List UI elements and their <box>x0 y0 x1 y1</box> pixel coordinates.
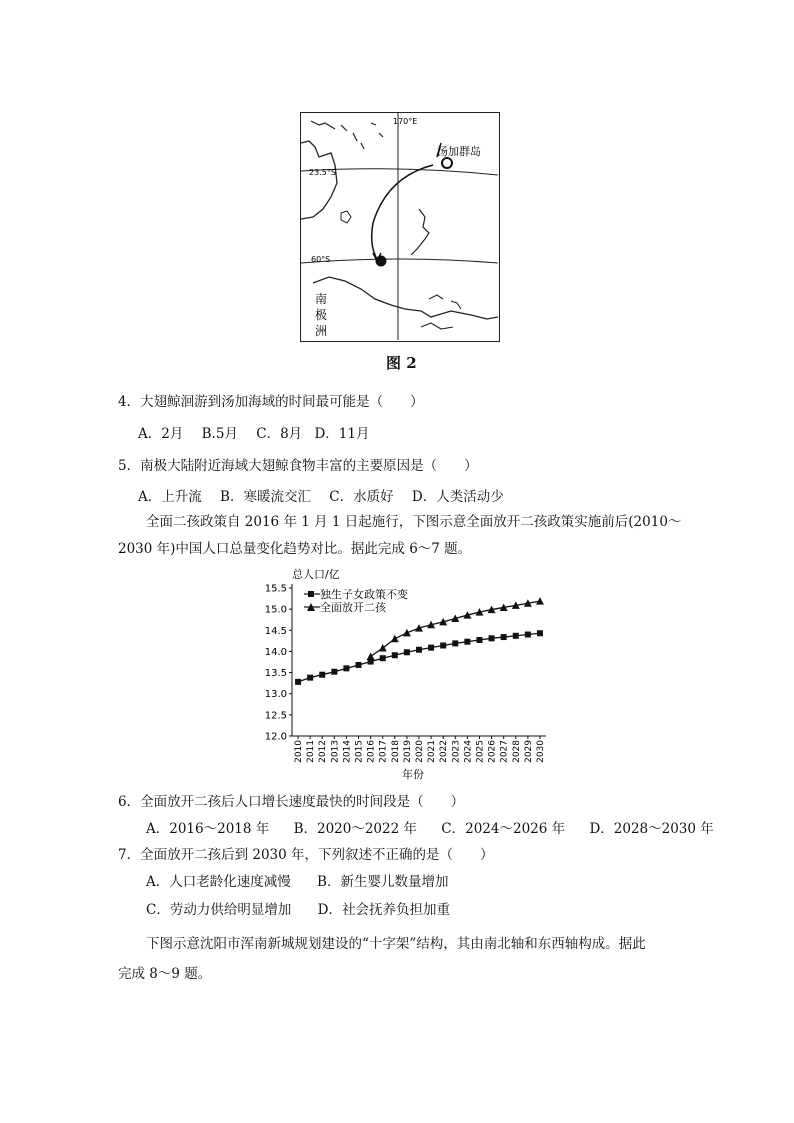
y-tick-label: 13.5 <box>264 668 287 680</box>
q7-options-row2 <box>146 900 450 920</box>
q7-stem: 7．全面放开二孩后到 2030 年，下列叙述不正确的是（ ） <box>118 847 494 863</box>
x-tick-label: 2011 <box>306 740 317 763</box>
legend-marker-square <box>308 591 314 597</box>
q5-option-d: D．人类活动少 <box>411 489 504 505</box>
q4-options <box>138 424 369 444</box>
population-chart <box>262 566 552 784</box>
chart-legend <box>304 587 408 614</box>
x-tick-label: 2021 <box>427 740 438 763</box>
x-tick-label: 2028 <box>511 740 522 763</box>
q4-stem: 4．大翅鲸洄游到汤加海域的时间最可能是（ ） <box>118 394 424 410</box>
q4-option-c: C．8月 <box>256 426 303 442</box>
series-1-point <box>428 645 434 651</box>
antarctica-char-1: 南 <box>315 292 328 306</box>
series-1-point <box>356 662 362 668</box>
series-1-point <box>307 675 313 681</box>
q6-option-c: C．2024～2026 年 <box>441 821 566 837</box>
x-tick-label: 2014 <box>342 740 353 763</box>
y-tick-label: 14.0 <box>264 646 287 658</box>
series-1-point <box>380 655 386 661</box>
q5-options <box>138 487 504 507</box>
x-tick-label: 2020 <box>415 740 425 763</box>
series-1-point <box>537 630 543 636</box>
q4-option-d: D．11月 <box>314 426 370 442</box>
series-2-point <box>403 629 411 637</box>
x-tick-label: 2029 <box>523 740 534 763</box>
q5-option-c: C．水质好 <box>329 489 394 505</box>
figure2-caption: 图 2 <box>386 354 417 372</box>
q7-option-c: C．劳动力供给明显增加 <box>146 902 292 918</box>
y-tick-label: 15.5 <box>264 583 287 595</box>
x-tick-label: 2012 <box>318 740 329 763</box>
series-1-point <box>513 633 519 639</box>
x-tick-label: 2024 <box>463 740 474 763</box>
q7-option-d: D．社会抚养负担加重 <box>317 902 450 918</box>
series-1-point <box>489 635 495 641</box>
antarctic-dot <box>376 256 386 266</box>
q5-stem: 5．南极大陆附近海域大翅鲸食物丰富的主要原因是（ ） <box>118 458 478 474</box>
series-1-point <box>331 669 337 675</box>
x-tick-label: 2015 <box>354 740 365 763</box>
figure2-map <box>300 112 500 342</box>
series-1-point <box>319 672 325 678</box>
series-line-2 <box>371 601 540 656</box>
q7-option-b: B．新生婴儿数量增加 <box>317 874 449 890</box>
series-1-point <box>392 652 398 658</box>
intro67-line2: 2030 年)中国人口总量变化趋势对比。据此完成 6～7 题。 <box>118 541 472 557</box>
intro67-line1: 全面二孩政策自 2016 年 1 月 1 日起施行，下图示意全面放开二孩政策实施前后(2010～ <box>146 514 682 530</box>
chart-ylabel: 总人口/亿 <box>292 568 340 581</box>
x-tick-label: 2022 <box>439 740 450 763</box>
series-1-point <box>416 647 422 653</box>
antarctica-char-2: 极 <box>315 308 328 322</box>
intro89-line1: 下图示意沈阳市浑南新城规划建设的“十字架”结构，其由南北轴和东西轴构成。据此 <box>146 936 646 952</box>
q4-option-b: B.5月 <box>201 426 238 442</box>
q4-option-a: A．2月 <box>138 426 184 442</box>
y-tick-label: 15.0 <box>264 604 287 616</box>
series-1-point <box>452 640 458 646</box>
x-tick-label: 2025 <box>475 740 486 763</box>
q5-option-b: B．寒暖流交汇 <box>220 489 311 505</box>
chart-xlabel: 年份 <box>402 768 424 781</box>
y-tick-label: 13.0 <box>264 689 287 701</box>
q5-option-a: A．上升流 <box>138 489 202 505</box>
x-tick-label: 2019 <box>402 740 413 763</box>
x-tick-label: 2018 <box>390 740 401 763</box>
intro89-line2: 完成 8～9 题。 <box>118 966 212 982</box>
lat2-label: 60°S <box>311 255 331 264</box>
series-1-point <box>476 637 482 643</box>
x-tick-label: 2010 <box>294 740 305 763</box>
x-tick-label: 2016 <box>366 740 377 763</box>
y-tick-label: 12.5 <box>264 710 287 722</box>
q7-options-row1 <box>146 872 448 892</box>
series-1-point <box>404 649 410 655</box>
q6-stem: 6．全面放开二孩后人口增长速度最快的时间段是（ ） <box>118 794 465 810</box>
tonga-dot <box>442 158 452 168</box>
x-tick-label: 2017 <box>378 740 389 763</box>
series-1-point <box>440 643 446 649</box>
x-tick-label: 2030 <box>535 740 546 763</box>
x-tick-label: 2023 <box>451 740 462 763</box>
x-tick-label: 2013 <box>330 740 341 763</box>
series-2-point <box>367 653 375 661</box>
series-2-point <box>536 597 544 605</box>
chart-xticks <box>294 736 546 763</box>
lat1-label: 23.5°S <box>309 168 336 177</box>
series-1-point <box>295 679 301 685</box>
chart-yticks <box>265 584 292 743</box>
legend-label-1: 独生子女政策不变 <box>320 588 408 601</box>
legend-label-2: 全面放开二孩 <box>320 601 386 614</box>
series-1-point <box>343 665 349 671</box>
series-2-point <box>391 635 399 643</box>
island-label: 汤加群岛 <box>437 145 481 158</box>
x-tick-label: 2026 <box>487 740 498 763</box>
x-tick-label: 2027 <box>499 740 510 763</box>
series-1-point <box>464 639 470 645</box>
q6-options <box>146 819 714 839</box>
q6-option-d: D．2028～2030 年 <box>589 821 714 837</box>
map-graphic <box>301 113 498 340</box>
series-1-point <box>525 632 531 638</box>
antarctica-char-3: 洲 <box>315 324 328 338</box>
q6-option-a: A．2016～2018 年 <box>146 821 270 837</box>
q7-option-a: A．人口老龄化速度减慢 <box>146 874 291 890</box>
y-tick-label: 12.0 <box>264 731 287 743</box>
series-1-point <box>501 634 507 640</box>
lon-label: 170°E <box>393 117 418 126</box>
y-tick-label: 14.5 <box>264 625 287 637</box>
q6-option-b: B．2020～2022 年 <box>293 821 417 837</box>
